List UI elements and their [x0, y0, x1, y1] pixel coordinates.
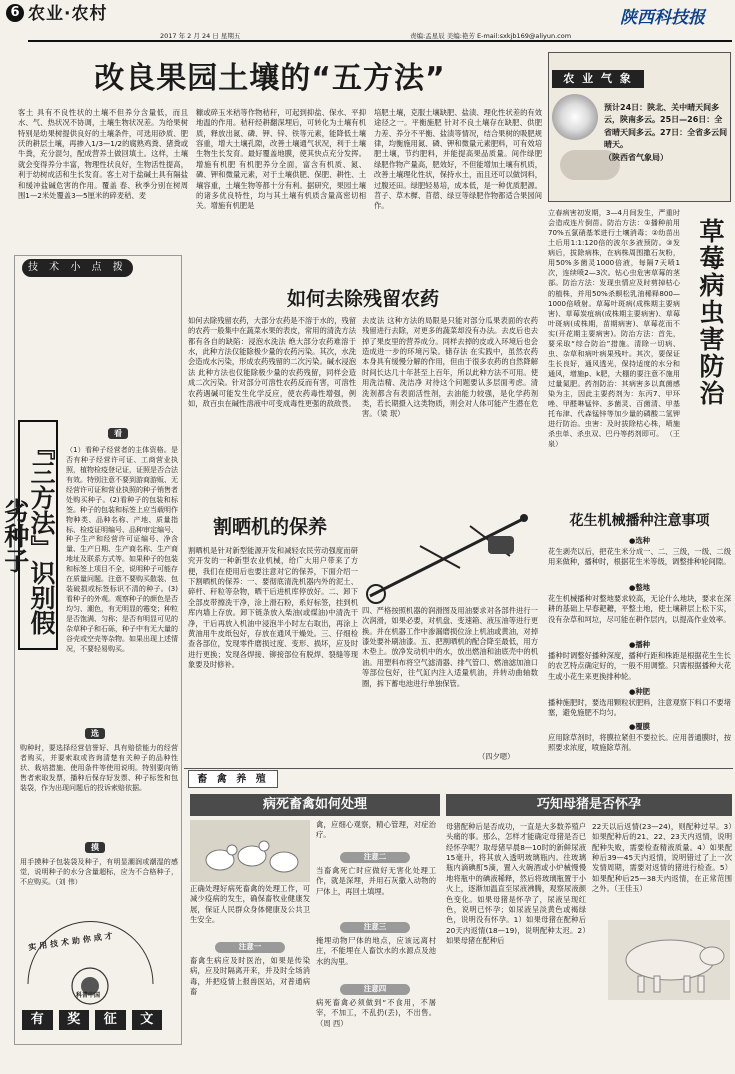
look-text-1: （1）看种子经营者的主体资格。是否有种子经营许可证、工商营业执照，植物检疫登记证，证照是否合法有效。特别注意不要到游商游贩、无经营许可证和营业执照的种子销售者处购买种子。(2)看种子的包装和标签。种子的包装和标签上应当载明作物种类、品种名称、产地、质量指标、检疫证明编号、品种审定编号、种子生产和经营许可证编号、净含量、生产日期、生产商名称、生产商地址及联系方式等。如果种子的包装和标签上项目不全，说明种子可能存在质量问题。注意不要购买散装、包装破损或标签标识不清的种子。(3)看种子的外观。观察种子的颜色是否均匀、潮色，有无明显的霉变；种粒是否饱满、匀称；是否有明显可见的杂草种子和石砾，种子中有无大量的谷壳或空壳等杂物。如果出现上述情况，不要轻易购买。: [66, 446, 178, 653]
livestock-label: 畜 禽 养 殖: [188, 770, 278, 788]
pest-author: （王 泉）: [548, 429, 681, 449]
weather-forecast-text: 预计24日：陕北、关中晴天间多云，陕南多云。25日—26日：全省晴天间多云。27日：全省多云间晴天。: [604, 103, 728, 150]
pest-headline: 草莓病虫害防治: [696, 218, 725, 407]
seal-org: 科普中国: [76, 992, 101, 999]
contest-char-1: 有: [22, 1010, 53, 1030]
mower-col2: [362, 606, 538, 756]
contest-char-3: 征: [95, 1010, 126, 1030]
main-article-col2: 糠或碎玉米秸等作物秸秆，可起到抑盐、保水、平抑地温的作用。秸秆经耕翻深埋后，可转化为土壤有机质，释放出氮、磷、钾、锌、铁等元素，能降低土壤容重，增大土壤孔隙，改善土壤通气状况，利于土壤生物生长发育。最好覆盖地膜，使其快点充分发挥。增施有机肥 有机肥养分全面，富含有机质、氮、磷、钾和微量元素，对于土壤供肥、保肥、耕性、土壤容重，土壤生物等都十分有利。据研究，果园土壤的诸多优良特性，均与其土壤有机质含量高密切相关。增施有机肥是: [196, 108, 366, 211]
dead-livestock-col2: 禽，应细心观察，精心管理，对症治疗。: [316, 820, 436, 840]
peanut-s2-title: ●整地: [629, 583, 650, 592]
peanut-s1-title: ●选种: [629, 536, 650, 545]
sun-icon: [552, 94, 598, 140]
look-heading: [108, 428, 128, 442]
mower-headline: 割晒机的保养: [212, 516, 327, 538]
brush-cutter-image: [360, 506, 538, 604]
contest-banner: [22, 1010, 162, 1030]
tips-headline: 『三方法』识别假劣种子: [18, 420, 58, 650]
science-seal-emblem: [18, 914, 163, 1004]
poultry-image: [190, 820, 310, 882]
page-number: 6: [6, 4, 24, 22]
pig-col2-text: 22天以后返情(23—24)，则配种过早。3）如果配种后的21、22、23天内返情，说明配种失败，需要检查精液质量。4）如果配种后39—45天内返情，说明错过了上一次发情周期，需要对返情的猪进行检查。5）如果配种后25—38天内返情，在正常范围之外。: [592, 822, 732, 894]
tips-label: 技 术 小 点 拨: [22, 259, 133, 277]
select-title: 选: [85, 728, 105, 739]
touch-title: 摸: [85, 842, 105, 853]
pig-col1: 母猪配种后是否成功，一直是大多数养殖户头痛的事。那么，怎样才能确定母猪是否已经怀孕呢？取母猪早晨8—10时的新鲜尿液15毫升，将其放入透明玻璃瓶内。往玻璃瓶内滴碘酊5滴，置入火碗酒或小炉械慢慢地将瓶中的碘液稀释，然后将玻璃瓶置于小火上，逐渐加温直至尿液沸腾，观察尿液颜色变化。如果母猪是怀孕了，尿液呈现红色，说明已怀孕；如尿液呈淡黄色或褐绿色，说明没有怀孕。1）如果母猪在配种后20天内返情(18—19)，说明配种太迟。2）如果母猪在配种后: [446, 822, 586, 945]
main-headline: 改良果园土壤的“五方法”: [94, 61, 446, 96]
pig-col2: [592, 822, 732, 922]
tips-author: （刘 伟）: [55, 877, 82, 886]
select-text: 购种时，要选择经营信誉好、具有赔偿能力的经营者购买，并要索取或咨询清楚有关种子的品种性状、栽培措施、使用条件等使用说明。特别要向销售者索取发票，播种后保存好发票、种子标签和包装袋，作为出现问题后的投诉索赔依据。: [20, 744, 178, 792]
note2-label: 注意二: [340, 852, 410, 863]
editor-info: 责编:孟星辰 美编:艳芳 E-mail:sxkjb169@aliyun.com: [410, 32, 572, 40]
dead-livestock-note3: 掩埋动物尸体的地点，应该远离村庄，不能埋在人畜饮水的水源点及池水的沟里。: [316, 936, 436, 966]
weather-source: （陕西省气象局）: [604, 152, 668, 162]
main-article-col1: 客土 具有不良性状的土壤不但养分含量低，而且水、气、热状况不协调，土壤生物状况差。为给果树特别是幼果树提供良好的土壤条件，可选用砂质、肥沃的耕层土壤，再掺入1/3—1/2的腐熟鸡粪、猪粪或牛粪，充分混匀，配成营养土做回填土。这样，土壤就会变得养分丰富，物理性状良好，生物活性提高，利于幼树成活和生长发育。客土对于盐碱土具有隔盐和缓冲盐碱危害的作用。覆盖 春、秋季分别在树周围1—2米处覆盖3—5厘米的碎麦秸、麦: [18, 108, 188, 200]
tips-banner: [22, 259, 172, 277]
residue-col1: 如何去除残留农药，大部分农药是不溶于水的，残留的农药一般集中在蔬菜水果的表皮，常用的清洗方法都有各自的缺陷：浸泡水洗法 绝大部分农药难溶于水，此种方法仅能除极少量的农药污染。其次，水洗会造成水污染，形成农药残留的二次污染。碱水浸泡法 此种方法也仅能除极少量的农药残留，同样会造成二次污染。针对部分可溶性农药反而有害，可溶性农药遇碱可能发生化学反应，使农药毒性增强，例如，敌百虫在碱性溶液中可变成毒性更强的敌敌畏。: [188, 316, 356, 408]
note1-label: 注意一: [215, 942, 285, 953]
mower-col2-text: 四、严格按照机器的润滑图及用油要求对各部件进行一次润滑，如果必要，对机盘、变速箱、液压油等进行更换。并在机器工作中渗漏磨损位涂上机油或黄油，对掉漆处要补刷油漆。五、把割晒机的配合降至最低，用方木垫上。放净发动机中的水，放出燃油和油底壳中的机油。用塑料布将空气滤清器、排气管口、燃油滤加油口等部位包好，往气缸内注入适量机油，并转动曲轴数圈，拆下蓄电池进行单独保管。: [362, 606, 538, 688]
touch-text-body: 用手摸种子包装袋及种子，有明显潮润或潮湿的感觉，说明种子的水分含量超标，应为不合格种子，不应购买。: [20, 858, 178, 886]
section-title: 农业·农村: [28, 4, 108, 24]
peanut-s5-text: 应用除草剂时，将膜拉紧但不要拉长。应用普通膜时，按照要求浓度，喷施除草剂。: [548, 733, 731, 753]
contest-char-4: 文: [132, 1010, 163, 1030]
look-title: 看: [108, 428, 128, 439]
pest-article-text: 立春病害初发期，3—4月间发生，严重时会造成连片倒苗。防治方法：①播种前用70%五氯硝基苯进行土壤消毒；②幼苗出土后用1:1:120倍的波尔多液预防。③发病后，拔除病株，在病株周围撒石灰粉，用50%多菌灵1000倍液，每隔7天喷1次，连续喷2—3次。钻心虫危害草莓的茎部。防治方法：发现虫情应及时剪掉枯心的植株，并用50%杀螟松乳油稀释800—1000倍喷射。草莓叶斑病(成株期主要病害)、草莓炭疽病(成株期主要病害)、草莓叶斑病(成株期，苗期病害)、草莓花而不实(开花期主要病害)。防治方法：首先，要采取“综合防治”措施。清除一切病、虫、杂草和病叶病果残叶。其次，要保证生长良好，通风透光，保持适度的水分和通风，增施p、k肥，大棚的要注意不施用过量氮肥。药剂防治：其病害多以真菌感染为主，因此主要药剂为：东丙7、甲环唑、甲醛啉锰锌、多菌灵、百菌清、甲基托布津、代森锰锌等加少量的磷酸二氢钾进行防治。虫害：及时拔除枯心株，喷施杀虫单、杀虫双、巴丹等药剂即可。: [548, 208, 680, 439]
issue-date: 2017 年 2 月 24 日 星期五: [160, 32, 241, 40]
residue-headline: 如何去除残留农药: [286, 288, 439, 310]
sow-image: [608, 920, 730, 1000]
main-article-col3: 培肥土壤，克服土壤缺肥、盐渍、理化性状差的有效途径之一。平衡施肥 针对不良土壤存在缺肥、供肥力差、养分不平衡、盐渍等情况，结合果树的吸肥规律，均衡施用氮、磷、钾和微量元素肥料，可有效培肥土壤，节约肥料，并能提高果品质量。间作绿肥 绿肥作物产量高，肥效好，不但能增加土壤有机质，改善土壤理化性状，保持水土，而且还可以做饲料，过腹还田。绿肥轻易培，成本低，是一种优质肥源。苕子、草木樨、苜蓿、绿豆等绿肥作物都适合果园间作。: [374, 108, 542, 211]
dead-livestock-note2: 当畜禽死亡时应做好无害化处理工作，就是深埋，并用石灰撒入动物的尸体上，再回土填埋。: [316, 866, 436, 896]
newspaper-brand: 陕西科技报: [620, 8, 705, 28]
weather-title: 农 业 气 象: [552, 70, 644, 88]
peanut-headline: 花生机械播种注意事项: [569, 513, 710, 529]
pig-author: （王佳玉）: [613, 884, 647, 894]
peanut-s1-text: 花生剥壳以后，把花生米分成一、二、三级，一级、二级用来做种，播种时，根据花生米等级，调整排种轮间隙。: [548, 547, 731, 567]
peanut-s3-title: ●播种: [629, 640, 650, 649]
peanut-s4-title: ●种肥: [629, 687, 650, 696]
mower-col1: 割晒机是针对新型能源开发和减轻农民劳动强度而研究开发的一种新型农业机械，给广大用户带来了方便，我们在使用后也要注意对它的保养，下面介绍一下割晒机的保养：一、要彻底清洗机器内外的泥土、碎杆、秆粒等杂物，晒干后进机库停放好。二、卸下全部皮带擦洗干净，涂上滑石粉，系好标签，挂到机库内墙上存放。卸下链条放入柴油(或煤油)中清洗干净，干后再放入机油中浸泡半小时左右取出，再涂上黄油用牛皮纸包好，存放在通风干燥处。三、仔细检查各部位，发现零件磨损过度、变形、损坏，应及时进行更换；发现各焊接、铆接部位有脱焊、裂缝等现象要及时修补。: [188, 546, 358, 669]
note3-label: 注意三: [340, 922, 410, 933]
seal-text: 实用技术助你成才: [27, 930, 117, 953]
pest-article-body: [548, 208, 680, 490]
touch-heading: [85, 842, 105, 856]
select-heading: [85, 728, 105, 742]
residue-col2: 去皮法 这种方法的局限是只能对部分瓜果表面的农药残留进行去除，对更多的蔬菜却没有办法。去皮后也去掉了果皮里的营养成分。同样去掉的皮或入环境后也会造成进一步的环境污染。储存法 在实践中，虽然农药本身具有缓慢分解的作用，但由于很多农药的自然降解时间长达几十年甚至上百年，所以此种方法不可用。使用洗洁精、洗洁净 对待这个问题要认多层面考虑。清洗剂都含有表面活性剂，去油能力较强，是化学药剂类，若长期摄入这类物质，则会对人体可能产生潜在危害。（梁 珉）: [362, 316, 538, 419]
weather-forecast: [604, 102, 730, 164]
touch-text: [20, 858, 178, 902]
dead-livestock-note1: 畜禽生病应及时医治，如果是传染病，应及时隔离开来，并及时全场消毒，并把疫情上报兽医站，对普通病畜: [190, 956, 310, 997]
peanut-s3-text: 播种时调整好播种深度，播种行距和株距是根据花生生长的农艺特点确定好的，一般不用调整。只需根据播种大花生或小花生来更换排种轮。: [548, 651, 731, 681]
dead-livestock-author: （周 西）: [316, 1018, 348, 1028]
contest-char-2: 奖: [59, 1010, 90, 1030]
note4-text: 病死畜禽必须做到“不食用，不屠宰，不加工，不乱扔(丢)，不出售。: [316, 998, 436, 1018]
peanut-s2-text: 花生机械播种对整地要求较高，无论什么地块，要求在深耕的基础上早春耙耱，平整土地，使土壤耕层上松下实，没有杂草和坷垃，尽可能在耕作层内，以提高作业效率。: [548, 594, 731, 624]
dead-livestock-ribbon: 病死畜禽如何处理: [190, 794, 440, 816]
mower-author: （四夕嗯）: [478, 752, 515, 761]
note4-label: 注意四: [340, 984, 410, 995]
pig-ribbon: 巧知母猪是否怀孕: [446, 794, 732, 816]
dead-livestock-note4: [316, 998, 436, 1048]
peanut-s5-title: ●覆膜: [629, 722, 650, 731]
peanut-s4-text: 播种施肥时，要选用颗粒状肥料，注意观察下料口不要堵塞，避免施肥不均匀。: [548, 698, 731, 718]
dead-livestock-intro: 正确处理好病死畜禽的处理工作，可减少疫病的发生，确保畜牧业健康发展，保证人民群众身体健康及公共卫生安全。: [190, 884, 310, 925]
header-rule: [28, 40, 732, 42]
